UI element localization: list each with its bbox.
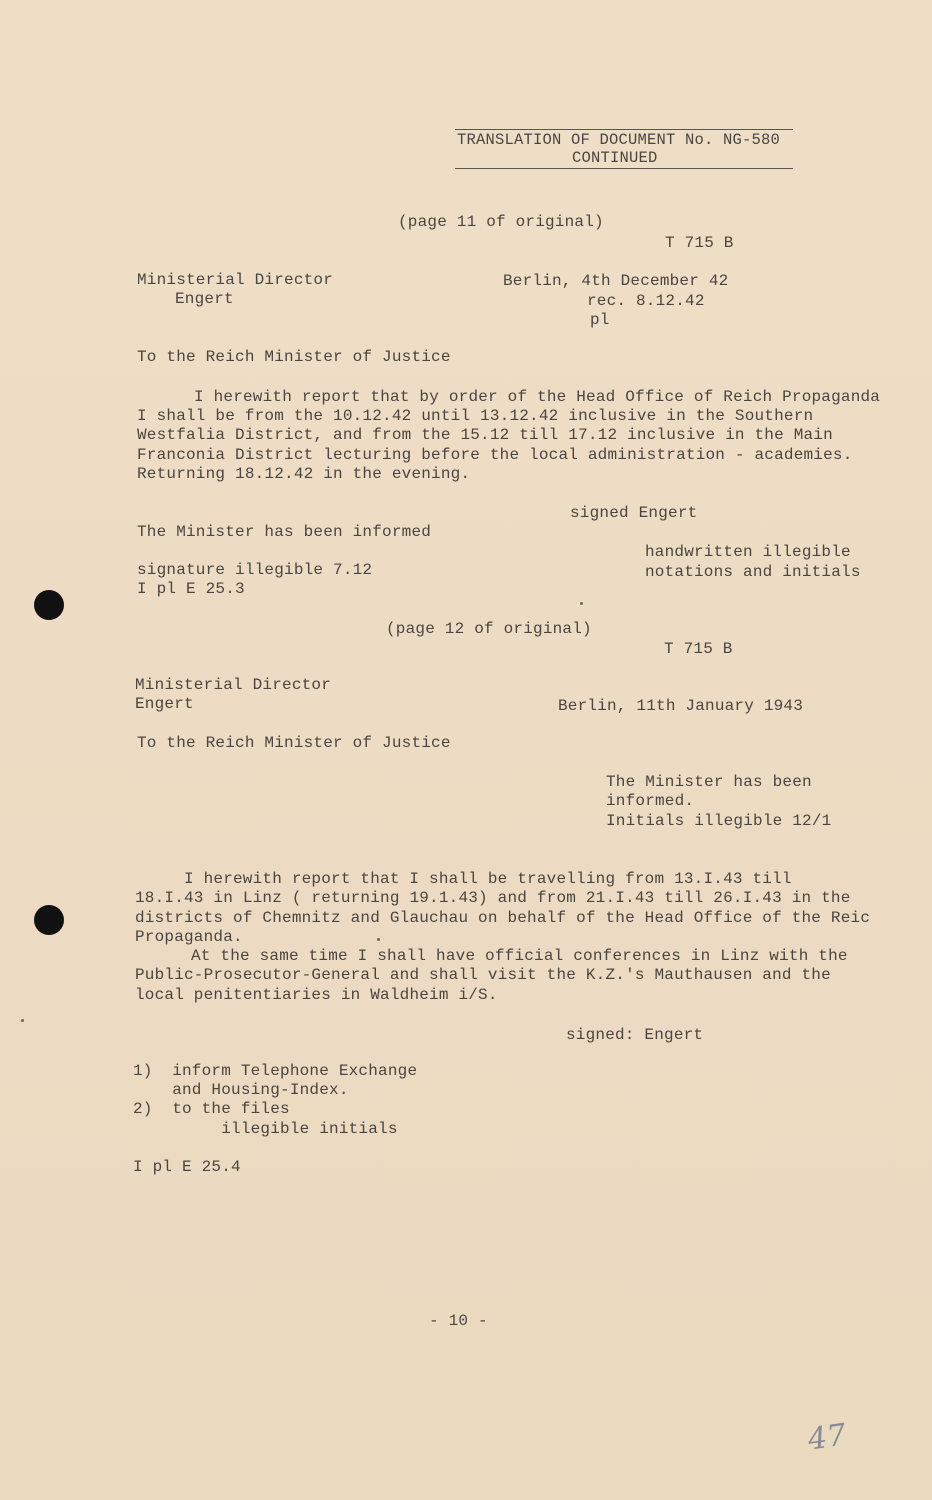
signature-note-1: signature illegible 7.12 <box>137 561 373 579</box>
body-line: Returning 18.12.42 in the evening. <box>137 465 471 483</box>
body-line: I herewith report that by order of the Head Office of Reich Propaganda <box>194 388 881 406</box>
body-line: local penitentiaries in Waldheim i/S. <box>135 986 498 1004</box>
header-title: TRANSLATION OF DOCUMENT No. NG-580 <box>457 131 781 149</box>
body-line: I shall be from the 10.12.42 until 13.12.42 inclusive in the Southern <box>137 407 814 425</box>
instruction-line: 1) inform Telephone Exchange <box>133 1062 418 1080</box>
body-line: districts of Chemnitz and Glauchau on behalf of the Head Office of the Reic <box>135 909 871 927</box>
page-reference-2: (page 12 of original) <box>386 620 592 638</box>
minister-note-line: The Minister has been <box>606 773 812 791</box>
speck <box>21 1019 24 1022</box>
reference-number-2: T 715 B <box>664 640 733 658</box>
reference-number-1: T 715 B <box>665 234 734 252</box>
minister-note-line: informed. <box>606 792 695 810</box>
place-date-1: Berlin, 4th December 42 <box>503 272 729 290</box>
addressee-1: To the Reich Minister of Justice <box>137 348 451 366</box>
body-line: I herewith report that I shall be travelling from 13.I.43 till <box>184 870 792 888</box>
body-line: At the same time I shall have official conferences in Linz with the <box>191 947 848 965</box>
filing-mark-1: I pl E 25.3 <box>137 580 245 598</box>
body-line: Westfalia District, and from the 15.12 till 17.12 inclusive in the Main <box>137 426 833 444</box>
header-continued: CONTINUED <box>572 149 658 167</box>
received-mark-1: pl <box>590 311 610 329</box>
speck <box>377 938 380 941</box>
punch-hole <box>34 590 64 620</box>
speck <box>580 602 583 605</box>
body-line: 18.I.43 in Linz ( returning 19.1.43) and from 21.I.43 till 26.I.43 in the <box>135 889 851 907</box>
body-line: Propaganda. <box>135 928 243 946</box>
sender-title-1: Ministerial Director <box>137 271 334 289</box>
minister-note-line: Initials illegible 12/1 <box>606 812 832 830</box>
received-date-1: rec. 8.12.42 <box>587 292 705 310</box>
signed-line-2: signed: Engert <box>566 1026 704 1044</box>
handwritten-note-line: handwritten illegible <box>645 543 851 561</box>
handwritten-stamp-number: 47 <box>805 1417 849 1458</box>
filing-mark-2: I pl E 25.4 <box>133 1158 241 1176</box>
punch-hole <box>34 905 64 935</box>
page-number: - 10 - <box>429 1312 488 1330</box>
signed-line-1: signed Engert <box>570 504 698 522</box>
header-top-rule <box>455 129 793 130</box>
header-bottom-rule <box>455 168 793 169</box>
body-line: Franconia District lecturing before the local administration - academies. <box>137 446 853 464</box>
sender-name-1: Engert <box>175 290 234 308</box>
page-reference-1: (page 11 of original) <box>398 213 604 231</box>
instruction-line: and Housing-Index. <box>133 1081 349 1099</box>
instruction-line: 2) to the files <box>133 1100 290 1118</box>
handwritten-note-line: notations and initials <box>645 563 861 581</box>
minister-informed-1: The Minister has been informed <box>137 523 432 541</box>
body-line: Public-Prosecutor-General and shall visit the K.Z.'s Mauthausen and the <box>135 966 831 984</box>
instruction-line: illegible initials <box>133 1120 398 1138</box>
sender-title-2: Ministerial Director <box>135 676 332 694</box>
sender-name-2: Engert <box>135 695 194 713</box>
place-date-2: Berlin, 11th January 1943 <box>558 697 804 715</box>
addressee-2: To the Reich Minister of Justice <box>137 734 451 752</box>
